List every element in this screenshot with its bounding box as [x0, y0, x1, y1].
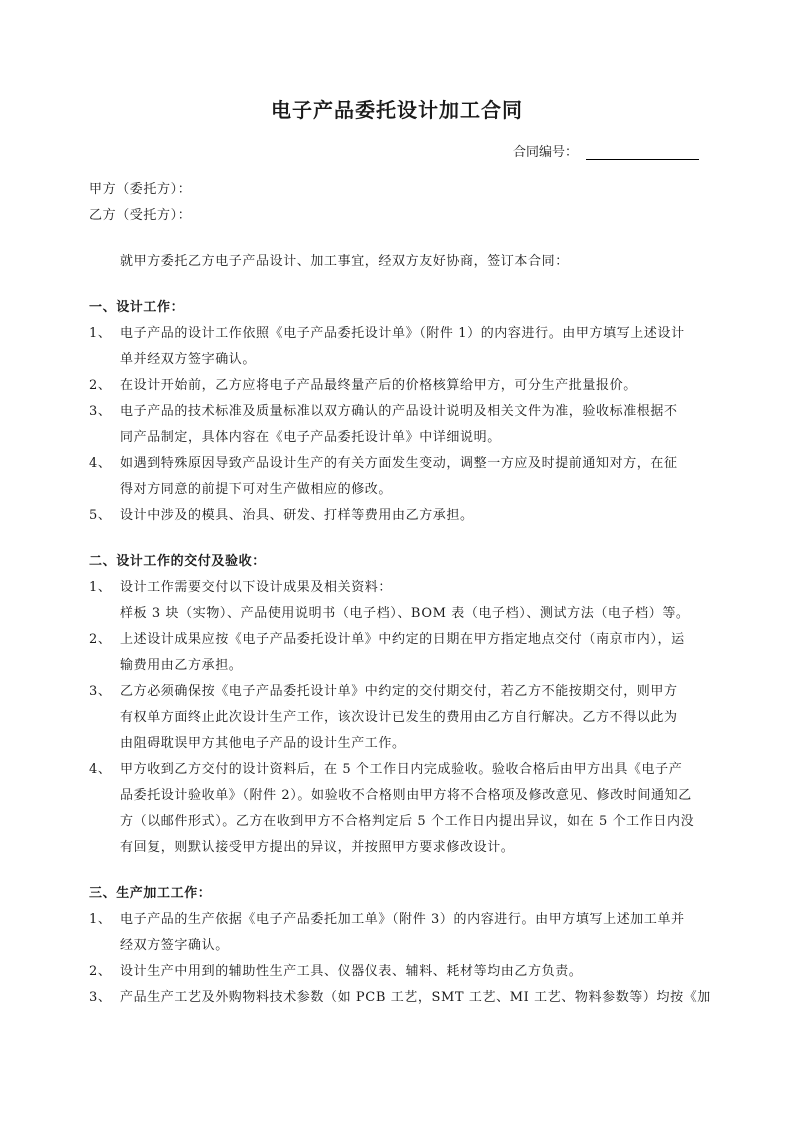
- clause-number: 4、: [89, 762, 112, 777]
- clause-item: [89, 959, 729, 985]
- section-heading: 一、设计工作：: [89, 300, 185, 315]
- clause-line: [89, 601, 729, 627]
- contract-number-field: [513, 141, 699, 160]
- clause-item: [89, 757, 729, 861]
- clause-line: [89, 809, 729, 835]
- clause-number: 2、: [89, 632, 112, 647]
- clause-text: 输费用由乙方承担。: [120, 658, 243, 673]
- document-title: 电子产品委托设计加工合同: [271, 98, 523, 122]
- clause-number: 3、: [89, 404, 112, 419]
- clause-text: 经双方签字确认。: [120, 938, 229, 953]
- clause-text: 设计工作需要交付以下设计成果及相关资料：: [120, 580, 393, 595]
- clause-item: [89, 627, 729, 679]
- clause-item: [89, 985, 729, 1011]
- clause-text: 设计生产中用到的辅助性生产工具、仪器仪表、辅料、耗材等均由乙方负责。: [120, 964, 583, 979]
- clause-line: [89, 959, 729, 985]
- clause-number: 1、: [89, 326, 112, 341]
- clause-line: [89, 933, 729, 959]
- clause-item: [89, 451, 729, 503]
- clause-text: 电子产品的生产依据《电子产品委托加工单》（附件 3）的内容进行。由甲方填写上述加工单并: [120, 912, 685, 927]
- clause-text: 单并经双方签字确认。: [120, 352, 257, 367]
- section-heading: 三、生产加工工作：: [89, 886, 212, 901]
- clause-text: 在设计开始前，乙方应将电子产品最终量产后的价格核算给甲方，可分生产批量报价。: [120, 378, 637, 393]
- clause-text: 乙方必须确保按《电子产品委托设计单》中约定的交付期交付，若乙方不能按期交付，则甲方: [120, 684, 678, 699]
- clause-text: 甲方收到乙方交付的设计资料后，在 5 个工作日内完成验收。验收合格后由甲方出具《电子产: [120, 762, 683, 777]
- clause-text: 由阻碍耽误甲方其他电子产品的设计生产工作。: [120, 736, 406, 751]
- clause-item: [89, 907, 729, 959]
- clause-line: [89, 907, 729, 933]
- clause-line: [89, 575, 729, 601]
- clause-item: [89, 503, 729, 529]
- clause-text: 设计中涉及的模具、治具、研发、打样等费用由乙方承担。: [120, 508, 474, 523]
- clause-line: [89, 705, 729, 731]
- clause-text: 电子产品的技术标准及质量标准以双方确认的产品设计说明及相关文件为准，验收标准根据不: [120, 404, 678, 419]
- clause-item: [89, 679, 729, 757]
- clause-line: [89, 627, 729, 653]
- clause-number: 1、: [89, 912, 112, 927]
- document-body: [89, 177, 729, 1011]
- clause-number: 2、: [89, 378, 112, 393]
- clause-text: 方（以邮件形式）。乙方在收到甲方不合格判定后 5 个工作日内提出异议，如在 5 个工作日内没: [120, 814, 695, 829]
- clause-number: 5、: [89, 508, 112, 523]
- contract-number-label: 合同编号：: [513, 145, 579, 160]
- clause-line: [89, 757, 729, 783]
- clause-line: [89, 679, 729, 705]
- clause-number: 2、: [89, 964, 112, 979]
- clause-number: 3、: [89, 684, 112, 699]
- clause-item: [89, 321, 729, 373]
- clause-line: [89, 503, 729, 529]
- clause-text: 有权单方面终止此次设计生产工作，该次设计已发生的费用由乙方自行解决。乙方不得以此为: [120, 710, 678, 725]
- party-b-line: 乙方（受托方）：: [89, 208, 192, 223]
- section-heading: 二、设计工作的交付及验收：: [89, 554, 266, 569]
- party-a-line: 甲方（委托方）：: [89, 182, 192, 197]
- clause-line: [89, 399, 729, 425]
- clause-line: [89, 731, 729, 757]
- clause-line: [89, 653, 729, 679]
- clause-number: 3、: [89, 990, 112, 1005]
- clause-text: 样板 3 块（实物）、产品使用说明书（电子档）、BOM 表（电子档）、测试方法（电子档）等。: [120, 606, 690, 621]
- clause-number: 1、: [89, 580, 112, 595]
- clause-text: 上述设计成果应按《电子产品委托设计单》中约定的日期在甲方指定地点交付（南京市内），运: [120, 632, 685, 647]
- clause-item: [89, 373, 729, 399]
- clause-line: [89, 321, 729, 347]
- clause-line: [89, 783, 729, 809]
- clause-line: [89, 451, 729, 477]
- clause-item: [89, 575, 729, 627]
- contract-number-blank[interactable]: [586, 145, 699, 160]
- intro-paragraph: 就甲方委托乙方电子产品设计、加工事宜，经双方友好协商，签订本合同：: [120, 254, 569, 269]
- clause-text: 产品生产工艺及外购物料技术参数（如 PCB 工艺，SMT 工艺、MI 工艺、物料参数等）均按《加: [120, 990, 711, 1005]
- clause-number: 4、: [89, 456, 112, 471]
- clause-text: 得对方同意的前提下可对生产做相应的修改。: [120, 482, 393, 497]
- clause-line: [89, 835, 729, 861]
- clause-line: [89, 477, 729, 503]
- clause-text: 如遇到特殊原因导致产品设计生产的有关方面发生变动，调整一方应及时提前通知对方，在征: [120, 456, 678, 471]
- clause-item: [89, 399, 729, 451]
- clause-text: 电子产品的设计工作依照《电子产品委托设计单》（附件 1）的内容进行。由甲方填写上述设计: [120, 326, 685, 341]
- clause-text: 有回复，则默认接受甲方提出的异议，并按照甲方要求修改设计。: [120, 840, 515, 855]
- clause-line: [89, 425, 729, 451]
- clause-line: [89, 347, 729, 373]
- clause-text: 品委托设计验收单》（附件 2）。如验收不合格则由甲方将不合格项及修改意见、修改时间通知乙: [120, 788, 692, 803]
- clause-line: [89, 373, 729, 399]
- clause-line: [89, 985, 729, 1011]
- clause-text: 同产品制定，具体内容在《电子产品委托设计单》中详细说明。: [120, 430, 501, 445]
